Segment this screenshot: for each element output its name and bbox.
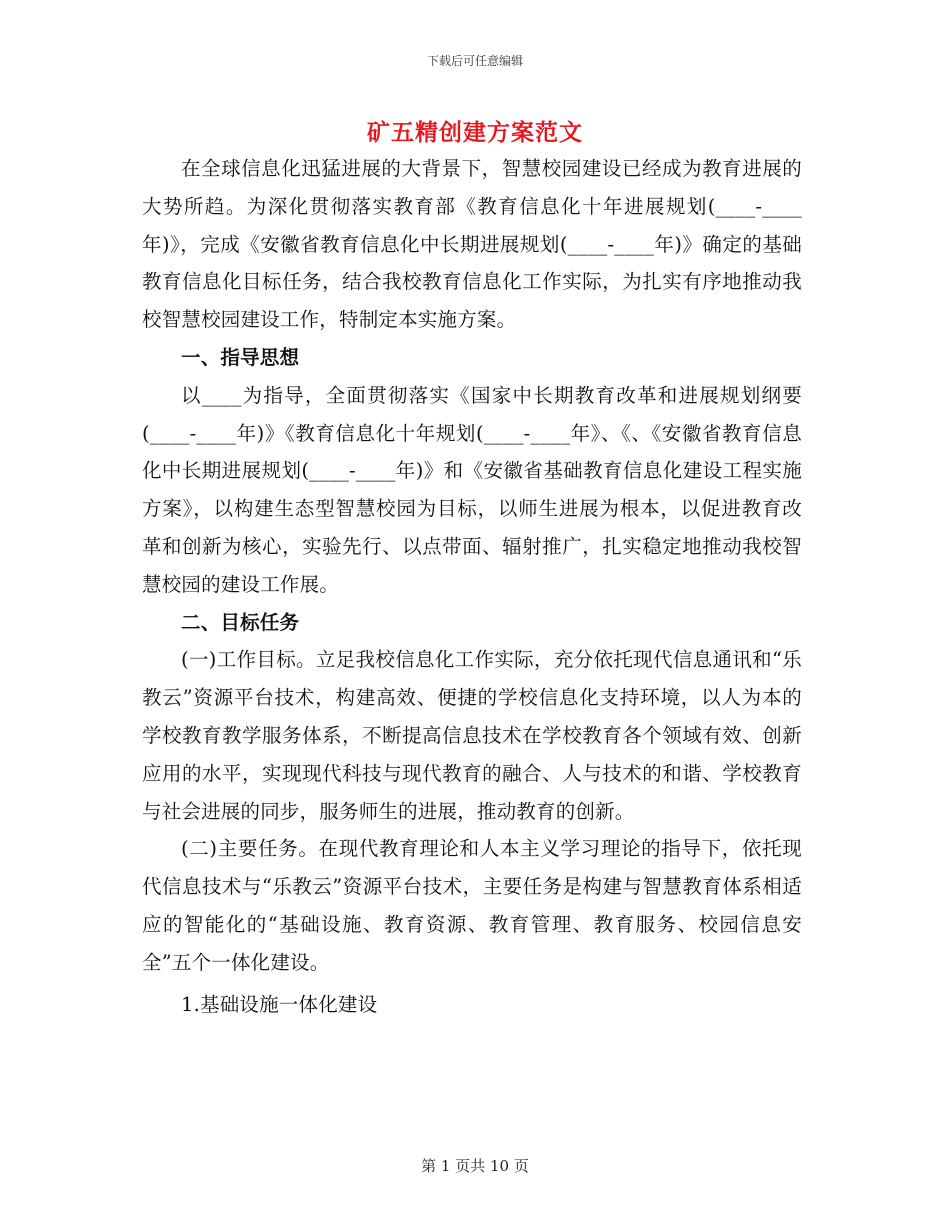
guiding-ideology-paragraph: 以____为指导，全面贯彻落实《国家中长期教育改革和进展规划纲要(____-____年)》《教育信息化十年规划(____-____年》、《、《安徽省教育信息化中长期进展规划(____-____年)》和《安徽省基础教育信息化建设工程实施方案》，以构建生态型智慧校园为目标，以师生进展为根本，以促进教育改革和创新为核心，实验先行、以点带面、辐射推广，扎实稳定地推动我校智慧校园的建设工作展。 [142, 383, 802, 596]
header-note: 下载后可任意编辑 [426, 54, 523, 68]
intro-paragraph: 在全球信息化迅猛进展的大背景下，智慧校园建设已经成为教育进展的大势所趋。为深化贯彻落实教育部《教育信息化十年进展规划(____-____年)》，完成《安徽省教育信息化中长期进展规划(____-____年)》确定的基础教育信息化目标任务，结合我校教育信息化工作实际，为扎实有序地推动我校智慧校园建设工作，特制定本实施方案。 [142, 157, 802, 332]
subheading-infrastructure: 1.基础设施一体化建设 [181, 992, 378, 1016]
section-heading-guiding-ideology: 一、指导思想 [181, 345, 300, 369]
page-footer: 第 1 页共 10 页 [421, 1157, 529, 1175]
main-tasks-paragraph: (二)主要任务。在现代教育理论和人本主义学习理论的指导下，依托现代信息技术与“乐教云”资源平台技术，主要任务是构建与智慧教育体系相适应的智能化的“基础设施、教育资源、教育管理、教育服务、校园信息安全”五个一体化建设。 [142, 837, 802, 974]
work-goal-paragraph: (一)工作目标。立足我校信息化工作实际，充分依托现代信息通讯和“乐教云”资源平台技术，构建高效、便捷的学校信息化支持环境，以人为本的学校教育教学服务体系，不断提高信息技术在学校教育各个领域有效、创新应用的水平，实现现代科技与现代教育的融合、人与技术的和谐、学校教育与社会进展的同步，服务师生的进展，推动教育的创新。 [142, 648, 802, 823]
document-title: 矿五精创建方案范文 [367, 119, 583, 146]
document-body [142, 150, 802, 1023]
section-heading-goals-tasks: 二、目标任务 [181, 610, 300, 634]
